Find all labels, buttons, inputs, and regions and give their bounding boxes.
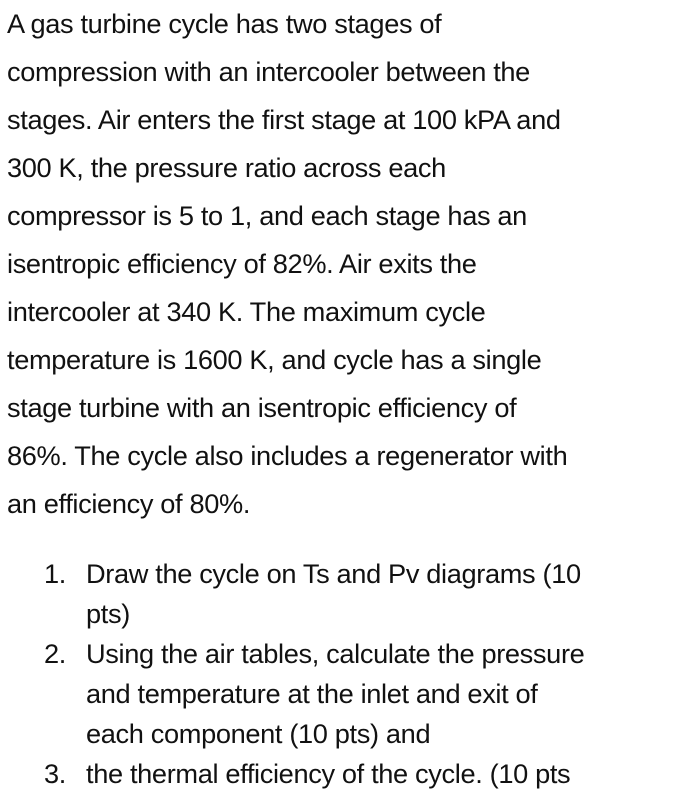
problem-line: compression with an intercooler between the bbox=[7, 56, 530, 87]
question-number: 1. bbox=[44, 558, 66, 589]
question-line: Using the air tables, calculate the pressure bbox=[86, 638, 585, 669]
question-number: 3. bbox=[44, 758, 66, 789]
problem-line: isentropic efficiency of 82%. Air exits the bbox=[7, 248, 477, 279]
question-line: the thermal efficiency of the cycle. (10 pts bbox=[86, 758, 571, 789]
problem-line: temperature is 1600 K, and cycle has a single bbox=[7, 344, 542, 375]
question-list bbox=[0, 554, 675, 794]
question-item-3 bbox=[0, 754, 675, 794]
problem-line: compressor is 5 to 1, and each stage has an bbox=[7, 200, 527, 231]
problem-line: A gas turbine cycle has two stages of bbox=[7, 8, 442, 39]
question-line: and temperature at the inlet and exit of bbox=[86, 678, 538, 709]
question-line: Draw the cycle on Ts and Pv diagrams (10 bbox=[86, 558, 581, 589]
question-item-1 bbox=[0, 554, 675, 634]
question-item-2 bbox=[0, 634, 675, 754]
question-number: 2. bbox=[44, 638, 66, 669]
problem-line: stage turbine with an isentropic efficiency of bbox=[7, 392, 517, 423]
question-line: pts) bbox=[86, 598, 130, 629]
problem-line: an efficiency of 80%. bbox=[7, 488, 251, 519]
problem-line: intercooler at 340 K. The maximum cycle bbox=[7, 296, 486, 327]
problem-line: 86%. The cycle also includes a regenerator with bbox=[7, 440, 568, 471]
problem-line: 300 K, the pressure ratio across each bbox=[7, 152, 446, 183]
problem-statement bbox=[7, 0, 673, 528]
question-line: each component (10 pts) and bbox=[86, 718, 431, 749]
problem-line: stages. Air enters the first stage at 100 kPA and bbox=[7, 104, 561, 135]
